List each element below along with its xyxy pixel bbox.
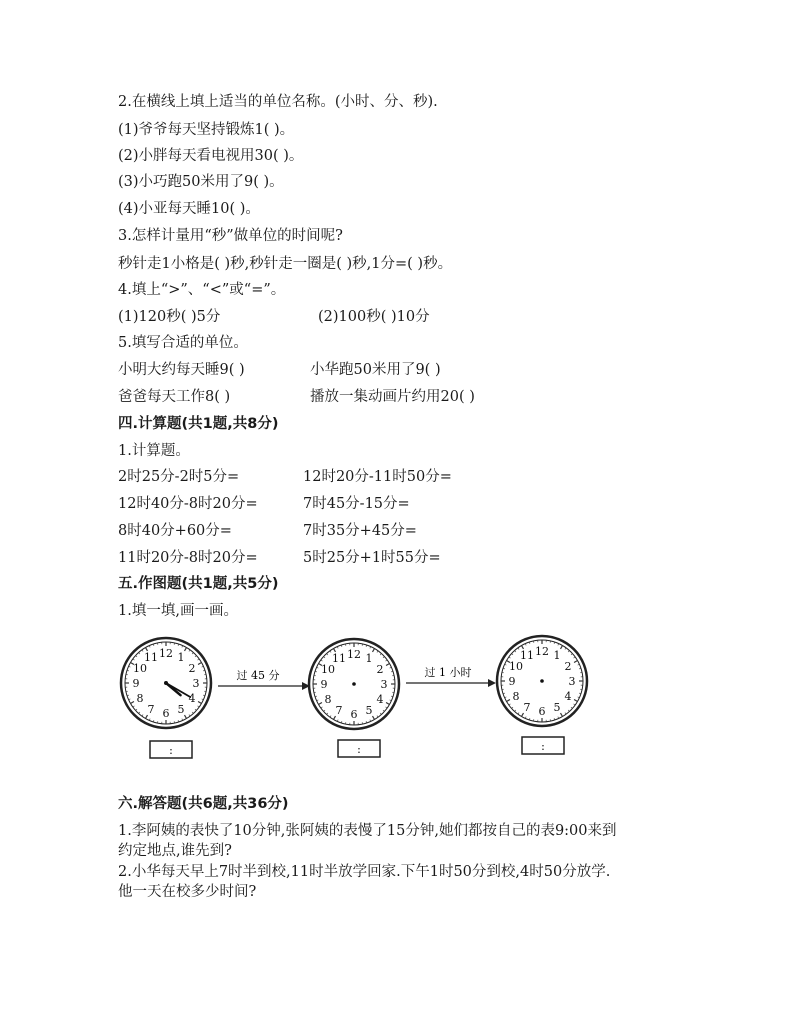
clock-tick	[202, 666, 204, 667]
clock-number: 11	[520, 649, 534, 663]
clock-tick	[386, 664, 389, 666]
clock-tick	[192, 712, 193, 713]
calc-3-left: 8时40分+60分=	[118, 523, 232, 539]
clock-tick	[518, 648, 519, 650]
clock-number: 1	[365, 652, 373, 666]
clock-tick	[568, 710, 569, 711]
clock-2	[309, 639, 399, 729]
clock-tick	[337, 720, 338, 722]
clock-tick	[317, 700, 319, 701]
section6-q1-line-2: 约定地点,谁先到?	[118, 843, 232, 859]
q4-part-b: (2)100秒( )10分	[318, 309, 430, 325]
calc-2-right: 7时45分-15分=	[303, 496, 410, 512]
clock-tick	[136, 709, 137, 710]
arrow-2-label: 过 1 小时	[424, 666, 472, 679]
clock-number: 12	[347, 648, 361, 661]
clock-tick	[370, 647, 371, 649]
q3-line: 秒针走1小格是( )秒,秒针走一圈是( )秒,1分=( )秒。	[118, 256, 453, 272]
calc-1-right: 12时20分-11时50分=	[303, 469, 452, 485]
clock-number: 3	[192, 677, 200, 690]
clock-tick	[318, 703, 321, 705]
clock-tick	[561, 645, 563, 648]
clock-tick	[525, 717, 526, 719]
clock-tick	[571, 654, 572, 655]
clock-tick	[129, 699, 131, 700]
q4-part-a: (1)120秒( )5分	[118, 309, 221, 325]
clock-tick	[337, 647, 338, 649]
clock-tick	[558, 644, 559, 646]
clock-tick	[330, 651, 331, 653]
clock-number: 9	[320, 678, 328, 691]
clock-number: 9	[508, 675, 516, 688]
clock-number: 12	[159, 647, 173, 660]
clock-number: 4	[564, 690, 572, 703]
clock-tick	[386, 707, 388, 708]
section5-q1-title: 1.填一填,画一画。	[118, 603, 238, 619]
clock-number: 1	[553, 649, 561, 663]
clock-number: 9	[132, 677, 140, 690]
clock-tick	[565, 648, 566, 650]
clock-tick	[370, 720, 371, 722]
clock-tick	[505, 664, 507, 665]
clock-tick	[505, 697, 507, 698]
calc-3-right: 7时35分+45分=	[303, 523, 417, 539]
clock-tick	[509, 657, 511, 658]
q3-title: 3.怎样计量用“秒”做单位的时间呢?	[118, 228, 343, 244]
clock-tick	[380, 654, 381, 655]
clock-tick	[578, 697, 580, 698]
q5-row-1-right: 小华跑50米用了9( )	[310, 362, 441, 378]
clock-tick	[189, 715, 190, 717]
clock-number: 4	[376, 693, 384, 706]
clock-tick	[512, 707, 513, 708]
clock-tick	[512, 654, 513, 655]
clock-tick	[192, 653, 193, 654]
clock-number: 5	[553, 700, 561, 714]
clock-tick	[377, 716, 378, 718]
clock-tick	[202, 699, 204, 700]
clock-number: 8	[512, 690, 520, 703]
clock-tick	[136, 656, 137, 657]
clock-tick	[142, 715, 143, 717]
clock-number: 10	[321, 663, 336, 676]
clock-figure	[118, 630, 598, 765]
clock-tick	[189, 650, 190, 652]
clock-tick	[561, 713, 563, 716]
q2-item-3: (3)小巧跑50米用了9( )。	[118, 174, 284, 190]
section6-q2-line-1: 2.小华每天早上7时半到校,11时半放学回家.下午1时50分到校,4时50分放学.	[118, 864, 611, 880]
clock-number: 7	[523, 700, 531, 714]
clock-tick	[327, 713, 328, 714]
section6-q2-line-2: 他一天在校多少时间?	[118, 884, 257, 900]
clock-tick	[139, 712, 140, 713]
clock-tick	[198, 702, 201, 704]
clock-number: 6	[350, 708, 358, 721]
clock-tick	[195, 709, 196, 710]
clock-number: 10	[133, 662, 148, 675]
clock-number: 10	[509, 660, 524, 673]
clock-tick	[133, 659, 135, 660]
clock-tick	[518, 713, 519, 715]
q4-title: 4.填上“>”、“<”或“=”。	[118, 282, 286, 298]
clock-tick	[506, 700, 509, 702]
clock-tick	[515, 651, 516, 652]
clock-tick	[383, 657, 384, 658]
clock-tick	[133, 706, 135, 707]
clock-tick	[139, 653, 140, 654]
clock-tick	[198, 659, 200, 660]
clock-tick	[565, 713, 566, 715]
clock-tick	[574, 700, 577, 702]
q5-row-2-left: 爸爸每天工作8( )	[118, 389, 231, 405]
clock-tick	[525, 644, 526, 646]
clock-tick	[182, 646, 183, 648]
clock-number: 11	[332, 652, 346, 666]
clock-tick	[386, 703, 389, 705]
clock-tick	[182, 719, 183, 721]
clock-tick	[195, 656, 196, 657]
clock-tick	[129, 666, 131, 667]
clock-tick	[574, 704, 576, 705]
clock-2-box-colon: :	[357, 743, 361, 756]
q2-item-4: (4)小亚每天睡10( )。	[118, 201, 260, 217]
clock-number: 6	[538, 705, 546, 718]
arrow-1-label: 过 45 分	[236, 669, 280, 682]
calc-2-left: 12时40分-8时20分=	[118, 496, 258, 512]
clock-tick	[317, 667, 319, 668]
q5-row-1-left: 小明大约每天睡9( )	[118, 362, 245, 378]
clock-1-box-colon: :	[169, 744, 173, 757]
section5-heading: 五.作图题(共1题,共5分)	[118, 576, 279, 592]
clock-tick	[185, 647, 187, 650]
clock-number: 8	[136, 692, 144, 705]
clock-tick	[373, 716, 375, 719]
clock-3-box-colon: :	[541, 740, 545, 753]
clock-tick	[574, 661, 577, 663]
clock-diagram	[118, 630, 598, 765]
q2-title: 2.在横线上填上适当的单位名称。(小时、分、秒).	[118, 94, 438, 110]
clock-number: 4	[188, 692, 196, 705]
clock-tick	[198, 663, 201, 665]
clock-tick	[578, 664, 580, 665]
clock-number: 2	[376, 663, 384, 676]
calc-4-right: 5时25分+1时55分=	[303, 550, 441, 566]
clock-tick	[324, 710, 325, 711]
clock-number: 5	[365, 703, 373, 717]
clock-tick	[327, 654, 328, 655]
clock-tick	[149, 719, 150, 721]
clock-number: 8	[324, 693, 332, 706]
clock-tick	[149, 646, 150, 648]
clock-number: 5	[177, 702, 185, 716]
q2-item-1: (1)爷爷每天坚持锻炼1( )。	[118, 122, 295, 138]
q5-title: 5.填写合适的单位。	[118, 335, 248, 351]
clock-number: 3	[380, 678, 388, 691]
clock-tick	[198, 706, 200, 707]
clock-tick	[509, 704, 511, 705]
clock-tick	[130, 702, 133, 704]
q2-item-2: (2)小胖每天看电视用30( )。	[118, 148, 304, 164]
clock-3	[497, 636, 587, 726]
clock-tick	[185, 715, 187, 718]
clock-number: 7	[335, 703, 343, 717]
clock-tick	[330, 716, 331, 718]
section6-q1-line-1: 1.李阿姨的表快了10分钟,张阿姨的表慢了15分钟,她们都按自己的表9:00来到	[118, 823, 617, 839]
clock-tick	[515, 710, 516, 711]
clock-tick	[321, 707, 323, 708]
calc-1-left: 2时25分-2时5分=	[118, 469, 240, 485]
clock-tick	[373, 648, 375, 651]
clock-1	[121, 638, 211, 728]
clock-tick	[390, 700, 392, 701]
clock-tick	[383, 710, 384, 711]
calc-4-left: 11时20分-8时20分=	[118, 550, 258, 566]
clock-tick	[321, 660, 323, 661]
clock-number: 1	[177, 651, 185, 665]
clock-number: 3	[568, 675, 576, 688]
section4-heading: 四.计算题(共1题,共8分)	[118, 416, 279, 432]
q5-row-2-right: 播放一集动画片约用20( )	[310, 389, 475, 405]
clock-tick	[377, 651, 378, 653]
clock-tick	[558, 717, 559, 719]
clock-tick	[386, 660, 388, 661]
section6-heading: 六.解答题(共6题,共36分)	[118, 796, 289, 812]
clock-number: 2	[564, 660, 572, 673]
clock-tick	[390, 667, 392, 668]
clock-tick	[568, 651, 569, 652]
clock-1-minute-hand	[166, 683, 190, 697]
section4-q1-title: 1.计算题。	[118, 443, 190, 459]
clock-number: 7	[147, 702, 155, 716]
clock-number: 2	[188, 662, 196, 675]
clock-number: 6	[162, 707, 170, 720]
clock-number: 12	[535, 645, 549, 658]
clock-tick	[571, 707, 572, 708]
clock-number: 11	[144, 651, 158, 665]
clock-tick	[574, 657, 576, 658]
clock-tick	[324, 657, 325, 658]
clock-tick	[380, 713, 381, 714]
clock-tick	[142, 650, 143, 652]
